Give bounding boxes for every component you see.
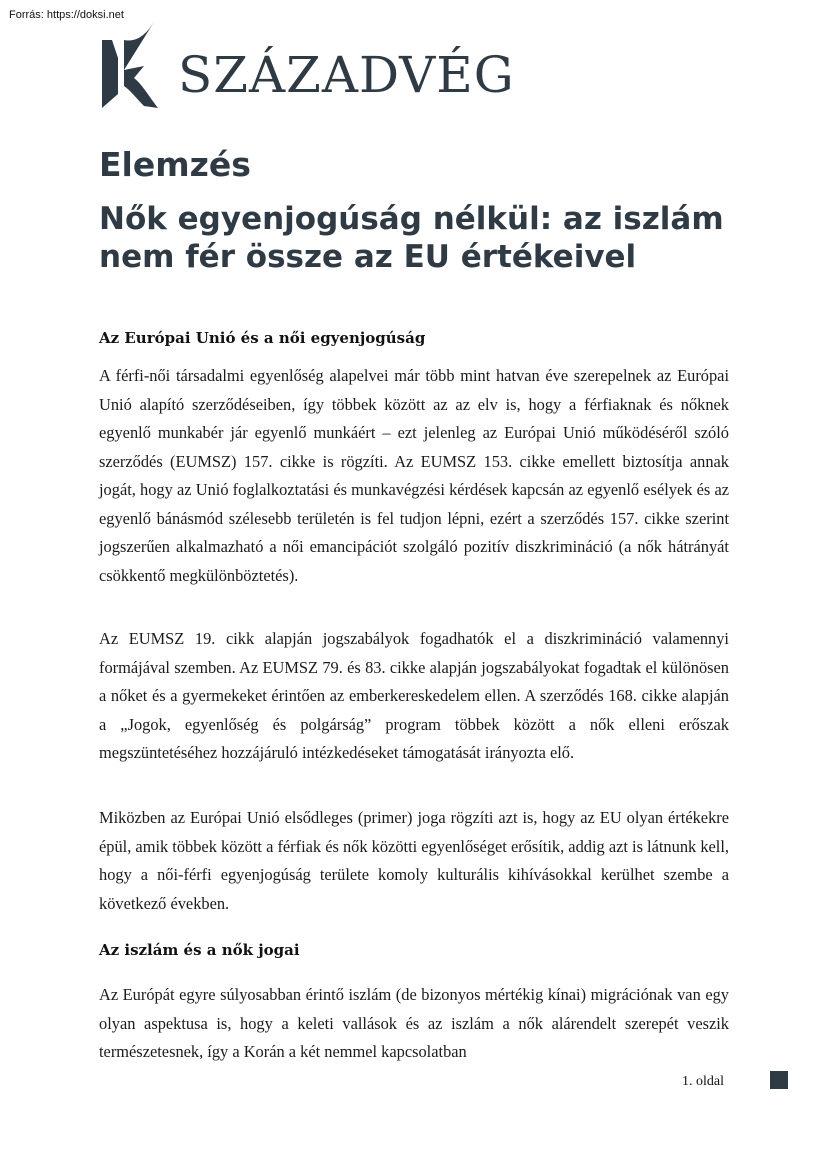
document-kind: Elemzés: [99, 145, 251, 184]
footer-accent-square: [770, 1071, 788, 1089]
szazadveg-emblem-icon: [98, 20, 160, 112]
paragraph: Miközben az Európai Unió elsődleges (primer) joga rögzíti azt is, hogy az EU olyan értékekre épül, amik többek között a férfiak és nők közötti egyenlőséget erősítik, addig azt is látnunk kell, hogy a női-férfi egyenjogúság területe komoly kulturális kihívásokkal kerülhet szembe a következő években.: [99, 808, 729, 913]
section-heading-islam: Az iszlám és a nők jogai: [99, 941, 300, 959]
page-number: 1. oldal: [682, 1074, 724, 1089]
paragraph: Az Európát egyre súlyosabban érintő iszlám (de bizonyos mértékig kínai) migrációnak van egy olyan aspektusa is, hogy a keleti vallások és az iszlám a nők alárendelt szerepét veszik természetesnek, így a Korán a két nemmel kapcsolatban: [99, 985, 729, 1061]
source-note: Forrás: https://doksi.net: [9, 9, 124, 21]
paragraph: A férfi-női társadalmi egyenlőség alapelvei már több mint hatvan éve szerepelnek az Európai Unió alapító szerződéseiben, így többek között az az elv is, hogy a férfiaknak és nőknek egyenlő munkabér jár egyenlő munkáért – ezt jelenleg az Európai Unió működéséről szóló szerződés (EUMSZ) 157. cikke is rögzíti. Az EUMSZ 153. cikke emellett biztosítja annak jogát, hogy az Unió foglalkoztatási és munkavégzési kérdések kapcsán az egyenlő esélyek és az egyenlő bánásmód szélesebb területén is fel tudjon lépni, ezért a szerződés 157. cikke szerint jogszerűen alkalmazható a női emancipációt szolgáló pozitív diszkrimináció (a nők hátrányát csökkentő megkülönböztetés).: [99, 366, 729, 585]
paragraph: Az EUMSZ 19. cikk alapján jogszabályok fogadhatók el a diszkrimináció valamennyi formájával szemben. Az EUMSZ 79. és 83. cikke alapján jogszabályokat fogadtak el különösen a nőket és a gyermekeket érintően az emberkereskedelem ellen. A szerződés 168. cikke alapján a „Jogok, egyenlőség és polgárság” program többek között a nők elleni erőszak megszüntetéséhez hozzájáruló intézkedéseket támogatását irányozta elő.: [99, 629, 729, 762]
logo-wordmark: SZÁZADVÉG: [178, 46, 515, 104]
document-title: Nők egyenjogúság nélkül: az iszlám nem fér össze az EU értékeivel: [99, 201, 724, 275]
logo: [98, 20, 515, 112]
section-heading-eu: Az Európai Unió és a női egyenjogúság: [99, 329, 426, 347]
